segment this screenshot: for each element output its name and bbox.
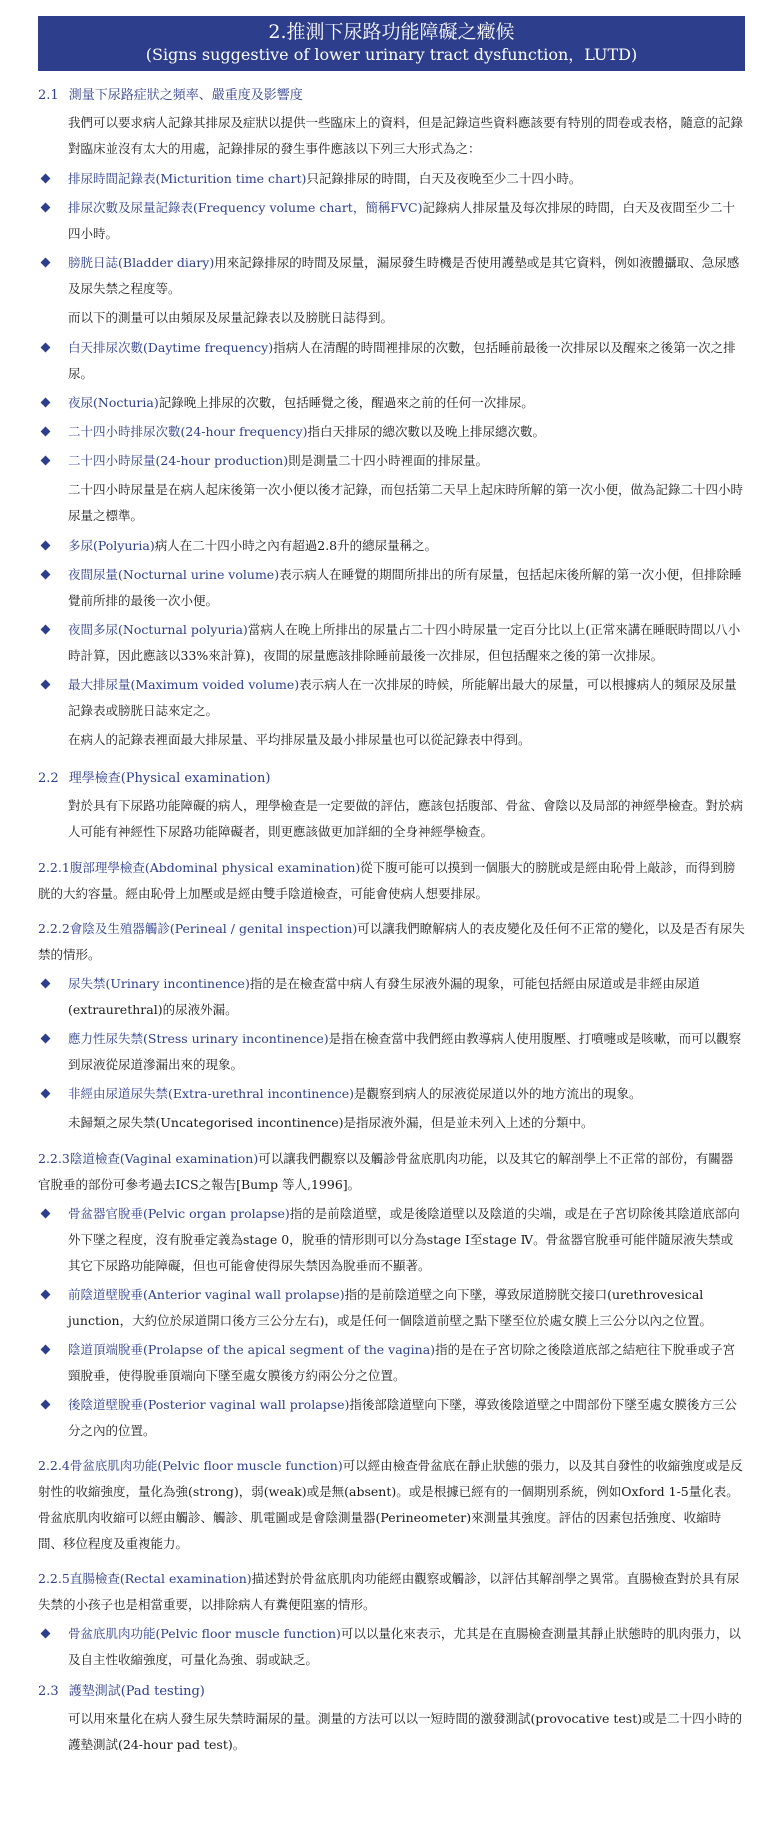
term: 排尿次數及尿量記錄表(Frequency volume chart，簡稱FVC) [68, 200, 423, 215]
definition: 只記錄排尿的時間，白天及夜晚至少二十四小時。 [306, 171, 582, 186]
definition: 病人在二十四小時之內有超過2.8升的總尿量稱之。 [154, 538, 438, 553]
diamond-bullet-icon [41, 203, 51, 213]
diamond-bullet-icon [41, 1290, 51, 1300]
term: 二十四小時尿量(24-hour production) [68, 453, 289, 468]
term: 白天排尿次數(Daytime frequency) [68, 340, 274, 355]
paragraph: 在病人的記錄表裡面最大排尿量、平均排尿量及最小排尿量也可以從記錄表中得到。 [68, 732, 531, 747]
subsection-2-2-1 [38, 855, 745, 907]
section-heading-2-1 [38, 86, 745, 106]
list-item [38, 335, 745, 387]
diamond-bullet-icon [41, 456, 51, 466]
definition: 可以讓我們瞭解病人的表皮變化及任何不正常的變化，以及是否有尿失禁的情形。 [38, 921, 745, 962]
section-number: 2.1 [38, 88, 59, 103]
definition: 是觀察到病人的尿液從尿道以外的地方流出的現象。 [354, 1086, 642, 1101]
term: 夜間尿量(Nocturnal urine volume) [68, 567, 280, 582]
definition: 可以經由檢查骨盆底在靜止狀態的張力，以及其自發性的收縮強度或是反射性的收縮強度，量化為強(strong)，弱(weak)或是無(absent)。或是根據已經有的一個期別系統，例如Oxford 1-5量化表。骨盆底肌肉收縮可以經由觸診、觸診、肌電圖或是會陰測量器(Perineometer)來測量其強度。評估的因素包括強度、收縮時間、移位程度及重複能力。 [38, 1458, 743, 1551]
definition: 指的是在子宮切除之後陰道底部之結疤往下脫垂或子宮頸脫垂，使得脫垂頂端向下墜至處女膜後方約兩公分之位置。 [68, 1342, 736, 1383]
section-title: 測量下尿路症狀之頻率、嚴重度及影響度 [68, 88, 303, 103]
diamond-bullet-icon [41, 1345, 51, 1355]
subsection-number: 2.2.5 [38, 1571, 70, 1586]
title-banner [38, 16, 745, 71]
term: 腹部理學檢查(Abdominal physical examination) [69, 860, 361, 875]
paragraph: 對於具有下尿路功能障礙的病人，理學檢查是一定要做的評估，應該包括腹部、骨盆、會陰以及局部的神經學檢查。對於病人可能有神經性下尿路功能障礙者，則更應該做更加詳細的全身神經學檢查。 [68, 798, 744, 839]
term: 應力性尿失禁(Stress urinary incontinence) [68, 1031, 329, 1046]
diamond-bullet-icon [41, 1209, 51, 1219]
section-title: 理學檢查(Physical examination) [68, 771, 271, 786]
term: 會陰及生殖器觸診(Perineal / genital inspection) [69, 921, 358, 936]
subsection-2-2-3 [38, 1146, 745, 1198]
diamond-bullet-icon [41, 1089, 51, 1099]
list-item [38, 419, 745, 445]
subsection-2-2-5 [38, 1566, 745, 1618]
diamond-bullet-icon [41, 680, 51, 690]
term: 骨盆底肌肉功能(Pelvic floor muscle function) [69, 1458, 343, 1473]
paragraph: 而以下的測量可以由頻尿及尿量記錄表以及膀胱日誌得到。 [68, 310, 394, 325]
diamond-bullet-icon [41, 258, 51, 268]
subsection-number: 2.2.3 [38, 1151, 70, 1166]
title-line-2: (Signs suggestive of lower urinary tract dysfunction，LUTD) [145, 45, 638, 64]
term: 骨盆底肌肉功能(Pelvic floor muscle function) [68, 1626, 341, 1641]
definition: 用來記錄排尿的時間及尿量，漏尿發生時機是否使用護墊或是其它資料，例如液體攝取、急尿感及尿失禁之程度等。 [68, 255, 740, 296]
definition: 可以讓我們觀察以及觸診骨盆底肌肉功能，以及其它的解剖學上不正常的部份，有關器官脫垂的部份可參考過去ICS之報告[Bump 等人,1996]。 [38, 1151, 734, 1192]
diamond-bullet-icon [41, 427, 51, 437]
list-item [38, 1081, 745, 1107]
definition: 描述對於骨盆底肌肉功能經由觀察或觸診，以評估其解剖學之異常。直腸檢查對於具有尿失禁的小孩子也是相當重要，以排除病人有糞便阻塞的情形。 [38, 1571, 740, 1612]
subsection-number: 2.2.1 [38, 860, 70, 875]
definition: 是指在檢查當中我們經由教導病人使用腹壓、打噴嚏或是咳嗽，而可以觀察到尿液從尿道滲漏出來的現象。 [68, 1031, 742, 1072]
definition: 表示病人在睡覺的期間所排出的所有尿量，包括起床後所解的第一次小便，但排除睡覺前所排的最後一次小便。 [68, 567, 742, 608]
term: 最大排尿量(Maximum voided volume) [68, 677, 300, 692]
diamond-bullet-icon [41, 174, 51, 184]
list-item [38, 195, 745, 247]
diamond-bullet-icon [41, 398, 51, 408]
spacer [38, 757, 745, 769]
term: 前陰道壁脫垂(Anterior vaginal wall prolapse) [68, 1287, 345, 1302]
definition: 可以以量化來表示，尤其是在直腸檢查測量其靜止狀態時的肌肉張力，以及自主性收縮強度，可量化為強、弱或缺乏。 [68, 1626, 741, 1667]
paragraph: 可以用來量化在病人發生尿失禁時漏尿的量。測量的方法可以以一短時間的激發測試(provocative test)或是二十四小時的護墊測試(24-hour pad test)。 [68, 1711, 743, 1752]
document-body [38, 86, 745, 1762]
list-item [38, 533, 745, 559]
diamond-bullet-icon [41, 1034, 51, 1044]
term: 骨盆器官脫垂(Pelvic organ prolapse) [68, 1206, 290, 1221]
term: 直腸檢查(Rectal examination) [69, 1571, 252, 1586]
subsection-number: 2.2.4 [38, 1458, 70, 1473]
diamond-bullet-icon [41, 979, 51, 989]
term: 後陰道壁脫垂(Posterior vaginal wall prolapse) [68, 1397, 350, 1412]
paragraph: 我們可以要求病人記錄其排尿及症狀以提供一些臨床上的資料，但是記錄這些資料應該要有特別的問卷或表格，隨意的記錄對臨床並沒有太大的用處，記錄排尿的發生事件應該以下列三大形式為之： [68, 115, 744, 156]
term: 多尿(Polyuria) [68, 538, 155, 553]
list-item [38, 1621, 745, 1673]
diamond-bullet-icon [41, 1400, 51, 1410]
definition: 從下腹可能可以摸到一個脹大的膀胱或是經由恥骨上敲診，而得到膀胱的大約容量。經由恥骨上加壓或是經由雙手陰道檢查，可能會使病人想要排尿。 [38, 860, 736, 901]
list-item [38, 250, 745, 302]
definition: 表示病人在一次排尿的時候，所能解出最大的尿量，可以根據病人的頻尿及尿量記錄表或膀胱日誌來定之。 [68, 677, 737, 718]
definition: 則是測量二十四小時裡面的排尿量。 [288, 453, 489, 468]
term: 排尿時間記錄表(Micturition time chart) [68, 171, 307, 186]
list-item [38, 448, 745, 474]
definition: 記錄病人排尿量及每次排尿的時間，白天及夜間至少二十四小時。 [68, 200, 735, 241]
list-item [38, 1201, 745, 1279]
subsection-2-2-4 [38, 1453, 745, 1557]
term: 夜尿(Nocturia) [68, 395, 159, 410]
subsection-number: 2.2.2 [38, 921, 70, 936]
diamond-bullet-icon [41, 343, 51, 353]
diamond-bullet-icon [41, 1629, 51, 1639]
list-item [38, 1392, 745, 1444]
definition: 指病人在清醒的時間裡排尿的次數，包括睡前最後一次排尿以及醒來之後第一次之排尿。 [68, 340, 736, 381]
diamond-bullet-icon [41, 625, 51, 635]
list-item [38, 617, 745, 669]
list-item [38, 672, 745, 724]
definition: 指的是前陰道壁之向下墜，導致尿道膀胱交接口(urethrovesical junction，大約位於尿道開口後方三公分左右)，或是任何一個陰道前壁之點下墜至位於處女膜上三公分以內之位置。 [68, 1287, 712, 1328]
list-item [38, 166, 745, 192]
section-heading-2-3 [38, 1682, 745, 1702]
term: 陰道檢查(Vaginal examination) [69, 1151, 259, 1166]
term: 膀胱日誌(Bladder diary) [68, 255, 215, 270]
paragraph: 二十四小時尿量是在病人起床後第一次小便以後才記錄，而包括第二天早上起床時所解的第一次小便，做為記錄二十四小時尿量之標準。 [68, 482, 744, 523]
definition: 指白天排尿的總次數以及晚上排尿總次數。 [307, 424, 546, 439]
subsection-2-2-2 [38, 916, 745, 968]
diamond-bullet-icon [41, 541, 51, 551]
section-number: 2.2 [38, 771, 59, 786]
section-title: 護墊測試(Pad testing) [68, 1684, 205, 1699]
diamond-bullet-icon [41, 570, 51, 580]
list-item [38, 1337, 745, 1389]
list-item [38, 971, 745, 1023]
list-item [38, 390, 745, 416]
list-item [38, 1026, 745, 1078]
term: 非經由尿道尿失禁(Extra-urethral incontinence) [68, 1086, 355, 1101]
term: 二十四小時排尿次數(24-hour frequency) [68, 424, 308, 439]
section-heading-2-2 [38, 769, 745, 789]
title-line-1: 2.推測下尿路功能障礙之癥候 [268, 21, 515, 43]
definition: 當病人在晚上所排出的尿量占二十四小時尿量一定百分比以上(正常來講在睡眠時間以八小時計算，因此應該以33%來計算)，夜間的尿量應該排除睡前最後一次排尿，但包括醒來之後的第一次排尿。 [68, 622, 741, 663]
paragraph: 未歸類之尿失禁(Uncategorised incontinence)是指尿液外漏，但是並未列入上述的分類中。 [68, 1115, 594, 1130]
list-item [38, 562, 745, 614]
term: 夜間多尿(Nocturnal polyuria) [68, 622, 248, 637]
definition: 指的是前陰道壁，或是後陰道壁以及陰道的尖端，或是在子宮切除後其陰道底部向外下墜之程度，沒有脫垂定義為stage 0，脫垂的情形則可以分為stage Ⅰ至stage Ⅳ。骨盆器官脫垂可能伴隨尿液失禁或其它下尿路功能障礙，但也可能會使得尿失禁因為脫垂而不顯著。 [68, 1206, 740, 1273]
term: 陰道頂端脫垂(Prolapse of the apical segment of the vagina) [68, 1342, 436, 1357]
term: 尿失禁(Urinary incontinence) [68, 976, 250, 991]
definition: 指後部陰道壁向下墜，導致後陰道壁之中間部份下墜至處女膜後方三公分之內的位置。 [68, 1397, 737, 1438]
section-number: 2.3 [38, 1684, 59, 1699]
definition: 指的是在檢查當中病人有發生尿液外漏的現象，可能包括經由尿道或是非經由尿道(extraurethral)的尿液外漏。 [68, 976, 700, 1017]
list-item [38, 1282, 745, 1334]
definition: 記錄晚上排尿的次數，包括睡覺之後，醒過來之前的任何一次排尿。 [158, 395, 534, 410]
